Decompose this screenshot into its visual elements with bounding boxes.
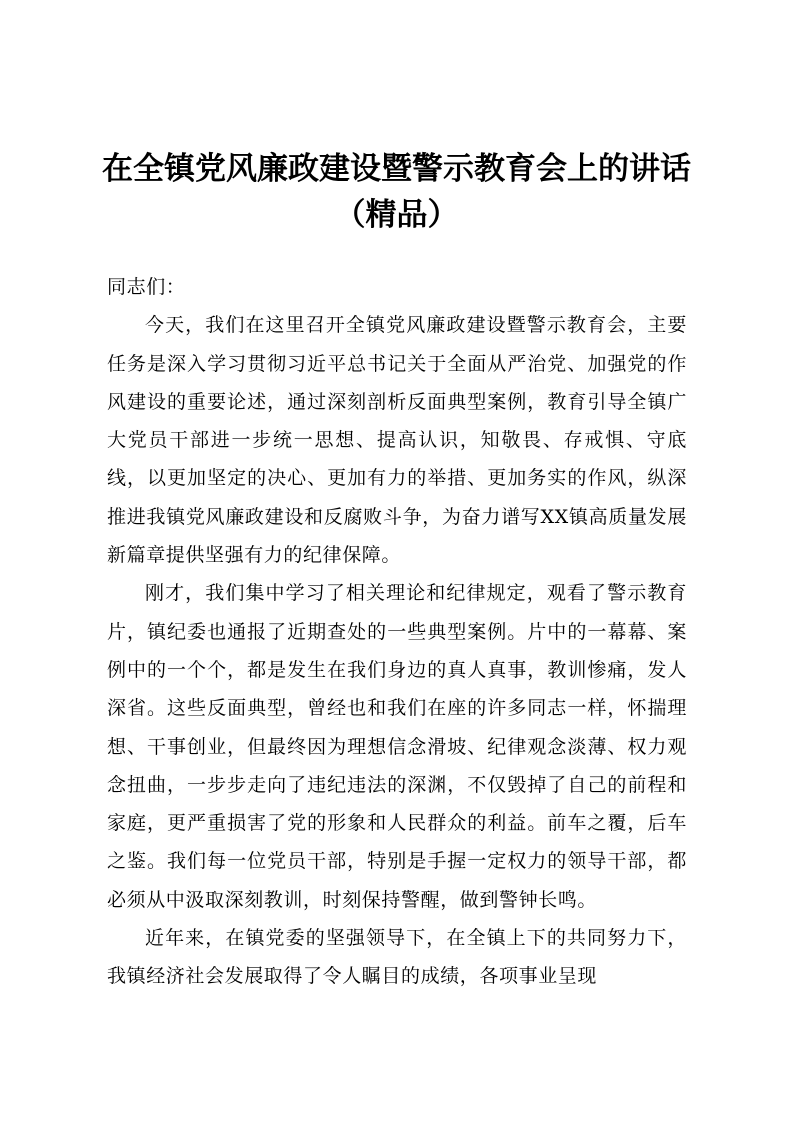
paragraph-3: 近年来，在镇党委的坚强领导下，在全镇上下的共同努力下，我镇经济社会发展取得了令人瞩目的成绩，各项事业呈现 — [107, 927, 687, 988]
paragraph-1: 今天，我们在这里召开全镇党风廉政建设暨警示教育会，主要任务是深入学习贯彻习近平总书记关于全面从严治党、加强党的作风建设的重要论述，通过深刻剖析反面典型案例，教育引导全镇广大党员干部进一步统一思想、提高认识，知敬畏、存戒惧、守底线，以更加坚定的决心、更加有力的举措、更加务实的作风，纵深推进我镇党风廉政建设和反腐败斗争，为奋力谱写XX镇高质量发展新篇章提供坚强有力的纪律保障。 — [107, 314, 687, 567]
paragraph-2: 刚才，我们集中学习了相关理论和纪律规定，观看了警示教育片，镇纪委也通报了近期查处的一些典型案例。片中的一幕幕、案例中的一个个，都是发生在我们身边的真人真事，教训惨痛，发人深省。这些反面典型，曾经也和我们在座的许多同志一样，怀揣理想、干事创业，但最终因为理想信念滑坡、纪律观念淡薄、权力观念扭曲，一步步走向了违纪违法的深渊，不仅毁掉了自己的前程和家庭，更严重损害了党的形象和人民群众的利益。前车之覆，后车之鉴。我们每一位党员干部，特别是手握一定权力的领导干部，都必须从中汲取深刻教训，时刻保持警醒，做到警钟长鸣。 — [107, 582, 687, 911]
salutation: 同志们： — [107, 276, 186, 298]
document-body — [107, 268, 687, 996]
document-title: 在全镇党风廉政建设暨警示教育会上的讲话（精品） — [102, 151, 691, 233]
